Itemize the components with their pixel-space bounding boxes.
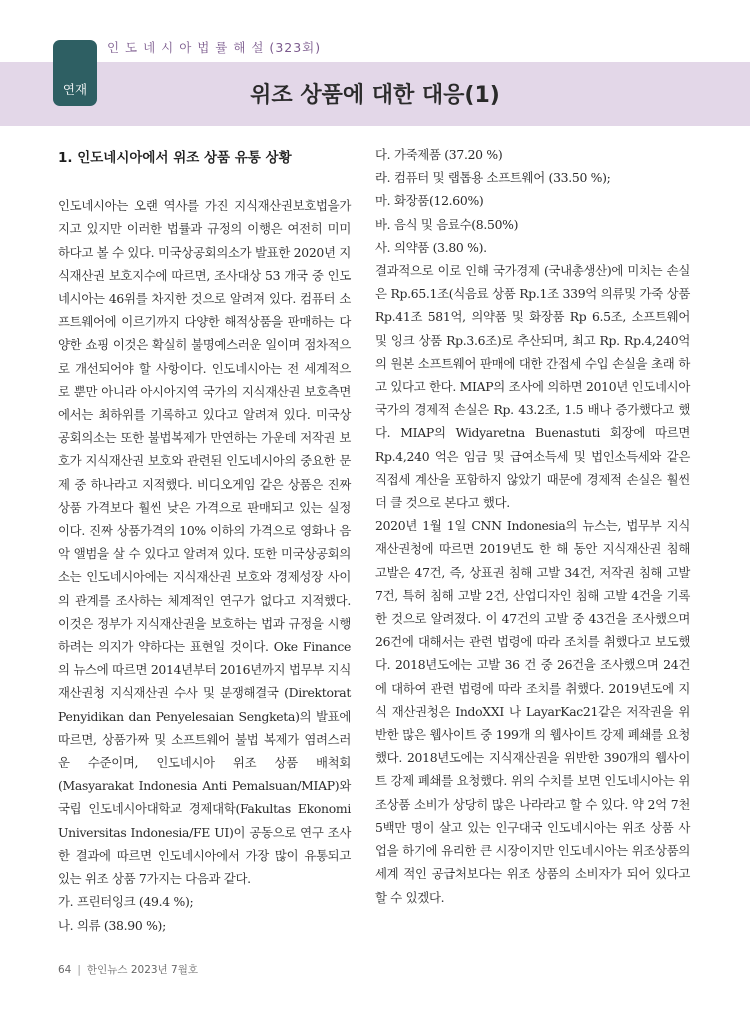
series-tag-label: 연재	[62, 82, 88, 97]
list-item: 라. 컴퓨터 및 랩톱용 소프트웨어 (33.50 %);	[375, 170, 611, 186]
page-title: 위조 상품에 대한 대응(1)	[250, 83, 500, 108]
section-heading: 1. 인도네시아에서 위조 상품 유통 상황	[58, 150, 292, 166]
publication-name: 한인뉴스 2023년 7월호	[86, 964, 198, 976]
footer-separator: |	[77, 964, 81, 976]
page-number: 64	[58, 964, 72, 976]
list-item: 다. 가죽제품 (37.20 %)	[375, 147, 503, 162]
series-label: 인 도 네 시 아 법 률 해 설 (323회)	[107, 40, 322, 55]
list-item: 나. 의류 (38.90 %);	[58, 917, 166, 933]
body-paragraph: 2020년 1월 1일 CNN Indonesia의 뉴스는, 법무부 지식재산권청에 따르면 2019년도 한 해 동안 지식재산권 침해 고발은 47건, 즉, 상표권 침해 고발 34건, 저작권 침해 고발 7건, 특허 침해 고발 2건, 산업디자인 침해 고발 4건을 기록한 것으로 알려졌다. 이 47건의 고발 중 43건을 조사했으며 26건에 대해서는 관련 법령에 따라 조치를 취했다고 보도했다. 2018년도에는 고발 36 건 중 26건을 조사했으며 24건에 대하여 관련 법령에 따라 조치를 취했다. 2019년도에 지식 재산권청은 IndoXXI 나 LayarKac21같은 저작권을 위반한 많은 웹사이트 중 199개 의 웹사이트 강제 폐쇄를 요청했다. 2018년도에는 지식재산권을 위반한 390개의 웹사이트 강제 폐쇄를 요청했다. 위의 수치를 보면 인도네시아는 위조상품 소비가 상당히 많은 나라라고 할 수 있다. 약 2억 7천 5백만 명이 살고 있는 인구대국 인도네시아는 위조 상품 사업을 하기에 유리한 큰 시장이지만 인도네시아는 위조상품의 세계 적인 공급처보다는 위조 상품의 소비자가 되어 있다고 할 수 있겠다.	[375, 518, 690, 905]
page-footer	[58, 962, 198, 977]
list-item: 마. 화장품(12.60%)	[375, 193, 484, 209]
body-paragraph: 인도네시아는 오랜 역사를 가진 지식재산권보호법을가지고 있지만 이러한 법률과 규정의 이행은 여전히 미미하다고 볼 수 있다. 미국상공회의소가 발표한 2020년 지식재산권 보호지수에 따르면, 조사대상 53 개국 중 인도네시아는 46위를 차지한 것으로 알려져 있다. 컴퓨터 소프트웨어에 이르기까지 다양한 해적상품을 판매하는 다양한 쇼핑 이것은 확실히 불명예스러운 일이며 점차적으로 개선되어야 할 사항이다. 인도네시아는 전 세계적으로 뿐만 아니라 아시아지역 국가의 지식재산권 보호측면에서는 최하위를 기록하고 있다고 알려져 있다. 미국상공회의소는 또한 불법복제가 만연하는 가운데 저작권 보호가 지식재산권 보호와 관련된 인도네시아의 중요한 문제 중 하나라고 지적했다. 비디오게임 같은 상품은 진짜 상품 가격보다 훨씬 낮은 가격으로 판매되고 있는 실정이다. 진짜 상품가격의 10% 이하의 가격으로 영화나 음악 앨범을 살 수 있다고 알려져 있다. 또한 미국상공회의소는 인도네시아에는 지식재산권 보호와 경제성장 사이의 관계를 조사하는 체계적인 연구가 없다고 지적했다. 이것은 정부가 지식재산권을 보호하는 법과 규정을 시행하려는 의지가 약하다는 표현일 것이다. Oke Finance의 뉴스에 따르면 2014년부터 2016년까지 법무부 지식재산권청 지식재산권 수사 및 분쟁해결국 (Direktorat Penyidikan dan Penyelesaian Sengketa)의 발표에 따르면, 상품가짜 및 소프트웨어 불법 복제가 염려스러운 수준이며, 인도네시아 위조 상품 배척회(Masyarakat Indonesia Anti Pemalsuan/MIAP)와 국립 인도네시아대학교 경제대학(Fakultas Ekonomi Universitas Indonesia/FE UI)이 공동으로 연구 조사한 결과에 따르면 인도네시아에서 가장 많이 유통되고 있는 위조 상품 7가지는 다음과 같다.	[58, 198, 351, 887]
left-column	[58, 147, 351, 937]
list-item: 가. 프린터잉크 (49.4 %);	[58, 894, 194, 910]
body-paragraph: 결과적으로 이로 인해 국가경제 (국내총생산)에 미치는 손실은 Rp.65.1조(식음료 상품 Rp.1조 339억 의류및 가죽 상품 Rp.41조 581억, 의약품 및 화장품 Rp 6.5조, 소프트웨어 및 잉크 상품 Rp.3.6조)로 추산되며, 최고 Rp. Rp.4,240억의 원본 소프트웨어 판매에 대한 간접세 수입 손실을 초래 하고 있다고 한다. MIAP의 조사에 의하면 2010년 인도네시아 국가의 경제적 손실은 Rp. 43.2조, 1.5 배나 증가했다고 했다. MIAP의 Widyaretna Buenastuti 회장에 따르면 Rp.4,240 억은 임금 및 급여소득세 및 법인소득세와 같은 직접세 계산을 포함하지 않았기 때문에 경제적 손실은 훨씬 더 클 것으로 본다고 했다.	[375, 263, 690, 511]
series-tag	[53, 40, 97, 106]
list-item: 바. 음식 및 음료수(8.50%)	[375, 216, 519, 232]
right-column	[375, 143, 690, 909]
list-item: 사. 의약품 (3.80 %).	[375, 239, 487, 255]
